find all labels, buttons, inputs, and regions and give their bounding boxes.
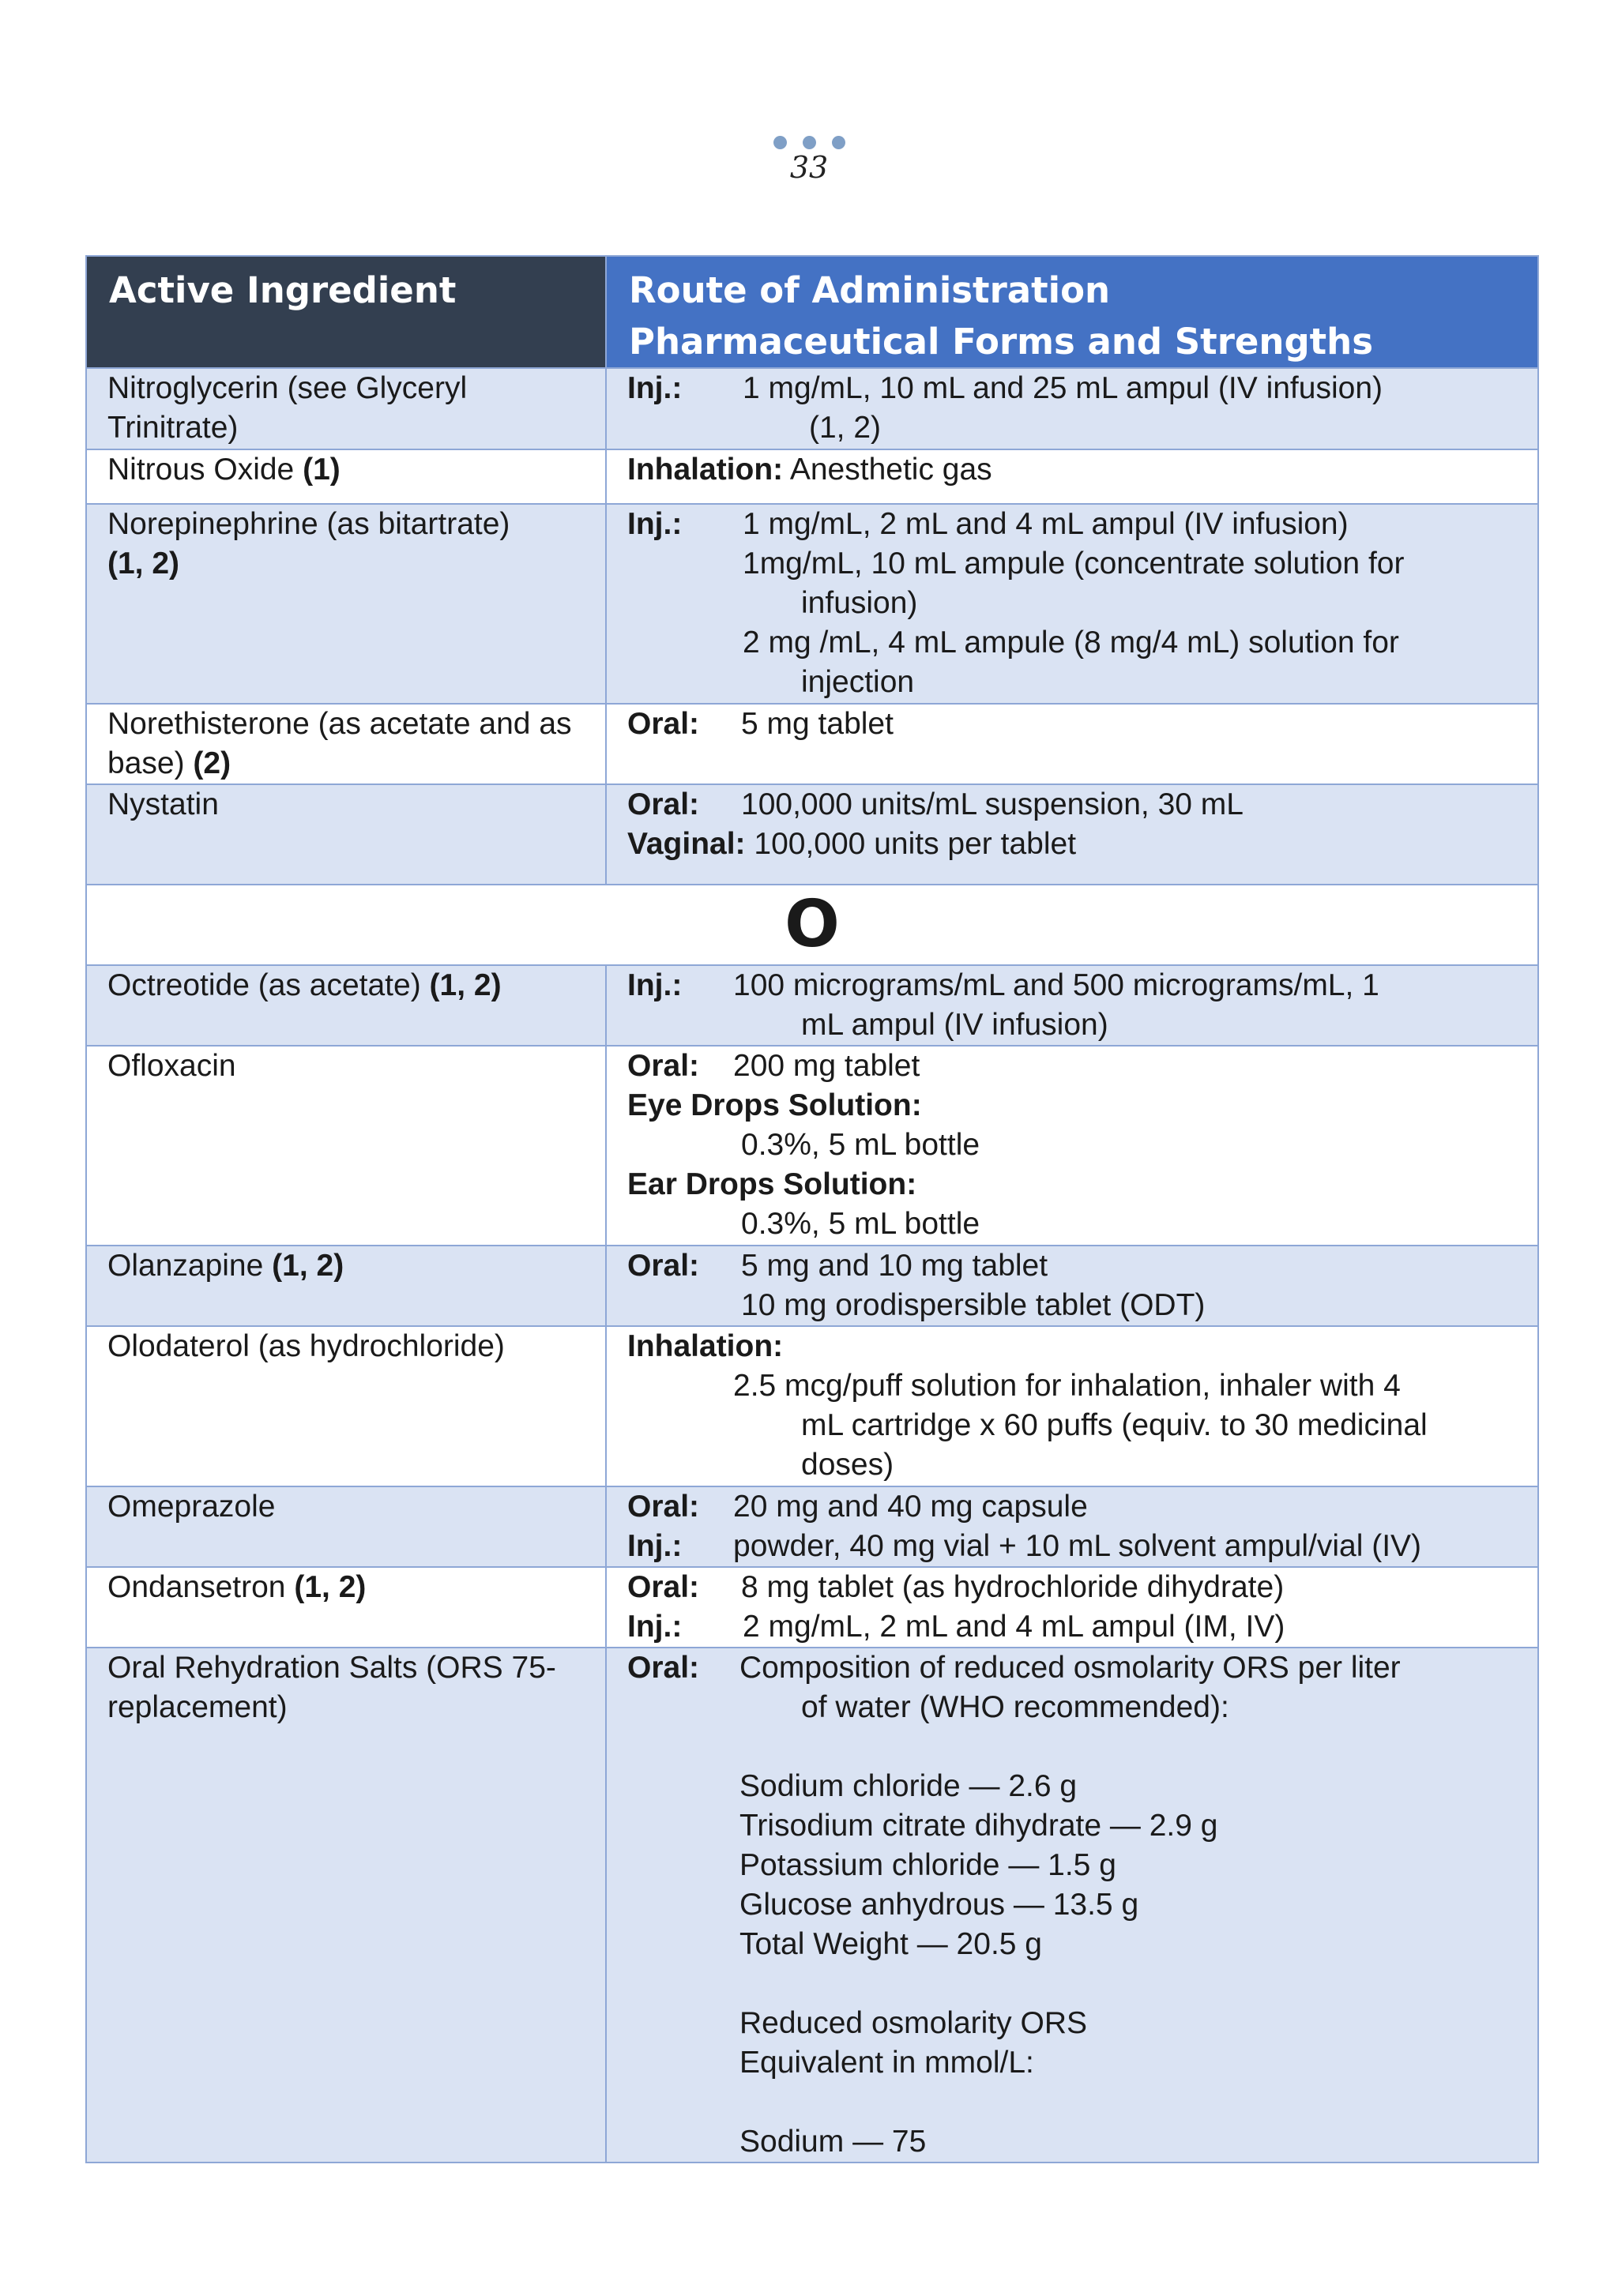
route-cell [606,504,1538,704]
ingredient-cell [86,1246,606,1326]
route-label: Eye Drops Solution: [627,1088,922,1122]
header-active-ingredient: Active Ingredient [86,256,606,368]
ingredient-name: Olodaterol (as hydrochloride) [86,1326,606,1486]
category-badge: (1, 2) [429,968,502,1002]
route-text: 20 mg and 40 mg capsule [733,1490,1088,1524]
route-label: Oral: [627,1049,700,1083]
ingredient-cell [86,504,606,704]
table-row [86,449,1538,504]
route-cell [606,1326,1538,1486]
table-row [86,1046,1538,1246]
ingredient-name: Ofloxacin [86,1046,606,1246]
ingredient-name: Ondansetron [107,1570,286,1604]
route-text: 10 mg orodispersible tablet (ODT) [741,1288,1206,1322]
route-label: Oral: [627,1249,700,1283]
route-text: Composition of reduced osmolarity ORS per liter [739,1651,1401,1685]
ingredient-name: Olanzapine [107,1249,264,1283]
route-text: powder, 40 mg vial + 10 mL solvent ampul/vial (IV) [733,1529,1422,1563]
composition-total: Total Weight — 20.5 g [739,1927,1042,1961]
table-row [86,504,1538,704]
route-text: 5 mg and 10 mg tablet [741,1249,1048,1283]
ornament-dot [832,136,845,149]
route-cell [606,1486,1538,1567]
composition-item: Trisodium citrate dihydrate — 2.9 g [739,1809,1218,1843]
route-cell [606,1046,1538,1246]
route-text: injection [801,665,915,699]
route-cell [606,1567,1538,1648]
ingredient-cell [86,704,606,784]
route-label: Inhalation: [627,453,784,487]
category-badge: (2) [193,746,231,780]
route-label: Inj.: [627,968,683,1002]
ingredient-cell [86,965,606,1046]
route-text: 8 mg tablet (as hydrochloride dihydrate) [741,1570,1285,1604]
route-text: 2 mg /mL, 4 mL ampule (8 mg/4 mL) solution for [743,626,1399,659]
ornament-dot [803,136,816,149]
route-label: Inj.: [627,507,683,541]
ingredient-name: Nitrous Oxide [107,453,295,487]
route-cell [606,965,1538,1046]
route-cell [606,368,1538,449]
ingredient-name: Nystatin [86,784,606,885]
formulary-table [85,255,1539,2163]
section-header-row [86,885,1538,965]
route-label: Vaginal: [627,827,746,861]
route-text: 200 mg tablet [733,1049,920,1083]
section-letter: O [86,885,1538,965]
ornament-dot [773,136,787,149]
route-text: 100 micrograms/mL and 500 micrograms/mL, 1 [733,968,1379,1002]
ingredient-name: Norepinephrine (as bitartrate) [107,507,510,541]
route-label: Oral: [627,1651,700,1685]
route-text: 1 mg/mL, 10 mL and 25 mL ampul (IV infusion) [743,371,1383,405]
ingredient-name: Oral Rehydration Salts (ORS 75-replacement) [86,1648,606,2163]
route-cell [606,449,1538,504]
route-text: infusion) [801,586,918,620]
route-cell [606,704,1538,784]
table-row [86,965,1538,1046]
category-badge: (1, 2) [272,1249,344,1283]
route-label: Inj.: [627,1610,683,1644]
route-label: Ear Drops Solution: [627,1167,917,1201]
composition-item: Sodium chloride — 2.6 g [739,1769,1078,1803]
composition-item: Glucose anhydrous — 13.5 g [739,1888,1139,1922]
route-label: Oral: [627,1490,700,1524]
header-route-line1: Route of Administration [629,269,1111,311]
table-row [86,1486,1538,1567]
route-label: Inhalation: [627,1329,784,1363]
ingredient-cell [86,449,606,504]
route-text: 0.3%, 5 mL bottle [741,1128,980,1162]
route-text: 100,000 units/mL suspension, 30 mL [741,787,1244,821]
ingredient-name: Norethisterone (as acetate and as base) [107,707,572,780]
table-row [86,1326,1538,1486]
ingredient-name: Nitroglycerin (see Glyceryl Trinitrate) [86,368,606,449]
header-route-forms [606,256,1538,368]
route-text: 2 mg/mL, 2 mL and 4 mL ampul (IM, IV) [743,1610,1285,1644]
header-route-line2: Pharmaceutical Forms and Strengths [629,321,1373,363]
route-text: 1 mg/mL, 2 mL and 4 mL ampul (IV infusion) [743,507,1349,541]
route-text: 100,000 units per tablet [754,827,1077,861]
route-label: Oral: [627,707,700,741]
category-badge: (1, 2) [294,1570,367,1604]
table-row [86,784,1538,885]
table-header-row [86,256,1538,368]
page-number: 33 [789,150,829,185]
table-row [86,1246,1538,1326]
category-badge: (1, 2) [107,547,180,581]
route-cell [606,1648,1538,2163]
table-row [86,368,1538,449]
route-text: (1, 2) [809,411,882,445]
composition-item: Potassium chloride — 1.5 g [739,1848,1116,1882]
equivalent-item: Sodium — 75 [739,2125,927,2159]
category-badge: (1) [303,453,341,487]
ingredient-cell [86,1567,606,1648]
route-label: Inj.: [627,371,683,405]
route-label: Oral: [627,1570,700,1604]
route-cell [606,784,1538,885]
ingredient-name: Octreotide (as acetate) [107,968,421,1002]
route-text: 1mg/mL, 10 mL ampule (concentrate solution for [743,547,1405,581]
route-text: Reduced osmolarity ORS [739,2006,1088,2040]
table-row [86,1567,1538,1648]
route-text: 5 mg tablet [741,707,894,741]
route-text: of water (WHO recommended): [801,1690,1229,1724]
route-text: 0.3%, 5 mL bottle [741,1207,980,1241]
route-text: 2.5 mcg/puff solution for inhalation, inhaler with 4 [733,1369,1401,1403]
ingredient-name: Omeprazole [86,1486,606,1567]
table-row [86,704,1538,784]
table-row [86,1648,1538,2163]
route-label: Inj.: [627,1529,683,1563]
route-label: Oral: [627,787,700,821]
route-cell [606,1246,1538,1326]
route-text: doses) [801,1448,894,1482]
route-text: Anesthetic gas [789,453,992,487]
route-text: Equivalent in mmol/L: [739,2046,1034,2080]
route-text: mL cartridge x 60 puffs (equiv. to 30 medicinal [801,1408,1428,1442]
route-text: mL ampul (IV infusion) [801,1008,1108,1042]
